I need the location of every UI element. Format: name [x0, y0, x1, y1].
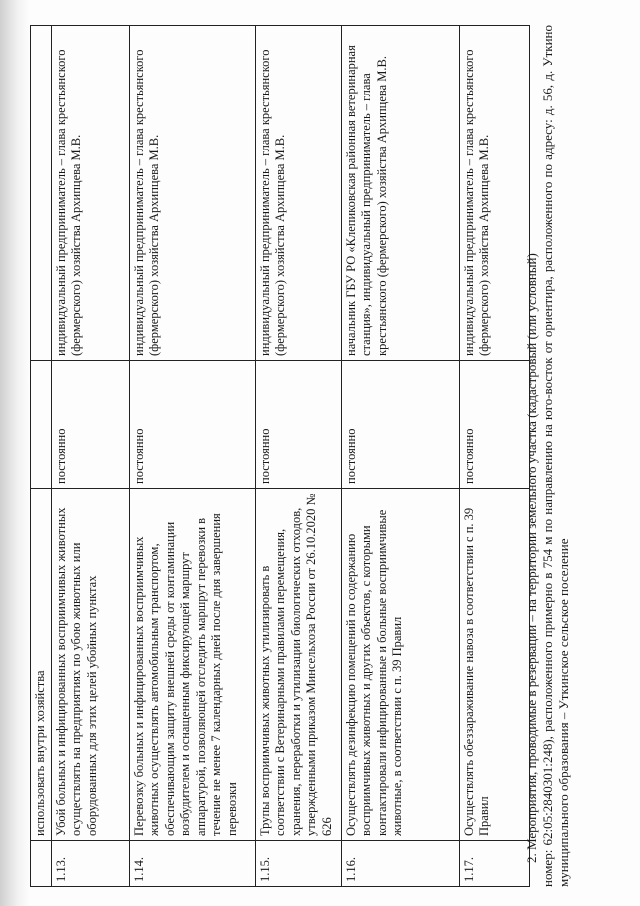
section-2-paragraph — [524, 25, 572, 887]
table-row — [255, 26, 341, 887]
table-row — [51, 26, 129, 887]
cell-term: постоянно — [255, 361, 341, 489]
cell-num: 1.15. — [255, 841, 341, 887]
table-row-continuation — [31, 26, 52, 887]
cell-term: постоянно — [459, 361, 529, 489]
paragraph-first-line: 2. Мероприятия, проводимые в резервации – на территории земельного участка (кадастровый (или условный) — [524, 253, 539, 863]
cell-responsible: начальник ГБУ РО «Клепиковская районная ветеринарная станция», индивидуальный предприниматель – глава крестьянского (фермерского) хозяйства Архипцева М.В. — [341, 26, 459, 361]
cell-term: постоянно — [341, 361, 459, 489]
cell-num: 1.16. — [341, 841, 459, 887]
cell-responsible-empty — [31, 26, 52, 361]
cell-term: постоянно — [129, 361, 255, 489]
rotated-content — [30, 25, 612, 887]
cell-term: постоянно — [51, 361, 129, 489]
cell-num: 1.14. — [129, 841, 255, 887]
table-row — [129, 26, 255, 887]
cell-responsible: индивидуальный предприниматель – глава крестьянского (фермерского) хозяйства Архипцева М.В. — [459, 26, 529, 361]
cell-num: 1.13. — [51, 841, 129, 887]
cell-action: Убой больных и инфицированных восприимчивых животных осуществлять на предприятиях по убою животных или оборудованных для этих целей убойных пунктах — [51, 489, 129, 841]
cell-num: 1.17. — [459, 841, 529, 887]
table-row — [341, 26, 459, 887]
measures-table — [30, 25, 530, 887]
cell-action: Осуществлять дезинфекцию помещений по содержанию восприимчивых животных и других объектов, с которыми контактировали инфицированные и больные восприимчивые животные, в соответствии с п. 39 Правил — [341, 489, 459, 841]
paragraph-continuation: номер: 62:05:2840301:248), расположенного примерно в 754 м по направлению на юго-восток от ориентира, расположенного по адресу: д. 56, д. Уткино муниципального образования – Уткинское сельское поселение — [540, 25, 571, 887]
table-row — [459, 26, 529, 887]
cell-term-empty — [31, 361, 52, 489]
cell-num-empty — [31, 841, 52, 887]
cell-action: использовать внутри хозяйства — [31, 489, 52, 841]
cell-action: Перевозку больных и инфицированных восприимчивых животных осуществлять автомобильным транспортом, обеспечивающим защиту внешней среды от контаминации возбудителем и оснащенным фиксирующей маршрут аппаратурой, позволяющей отследить маршрут перевозки в течение не менее 7 календарных дней после дня завершения перевозки — [129, 489, 255, 841]
scan-margin — [0, 0, 30, 906]
cell-action: Трупы восприимчивых животных утилизировать в соответствии с Ветеринарными правилами перемещения, хранения, переработки и утилизации биологических отходов, утвержденными приказом Минсельхоза России от 26.10.2020 № 626 — [255, 489, 341, 841]
cell-responsible: индивидуальный предприниматель – глава крестьянского (фермерского) хозяйства Архипцева М.В. — [255, 26, 341, 361]
cell-action: Осуществлять обеззараживание навоза в соответствии с п. 39 Правил — [459, 489, 529, 841]
cell-responsible: индивидуальный предприниматель – глава крестьянского (фермерского) хозяйства Архипцева М.В. — [129, 26, 255, 361]
cell-responsible: индивидуальный предприниматель – глава крестьянского (фермерского) хозяйства Архипцева М.В. — [51, 26, 129, 361]
